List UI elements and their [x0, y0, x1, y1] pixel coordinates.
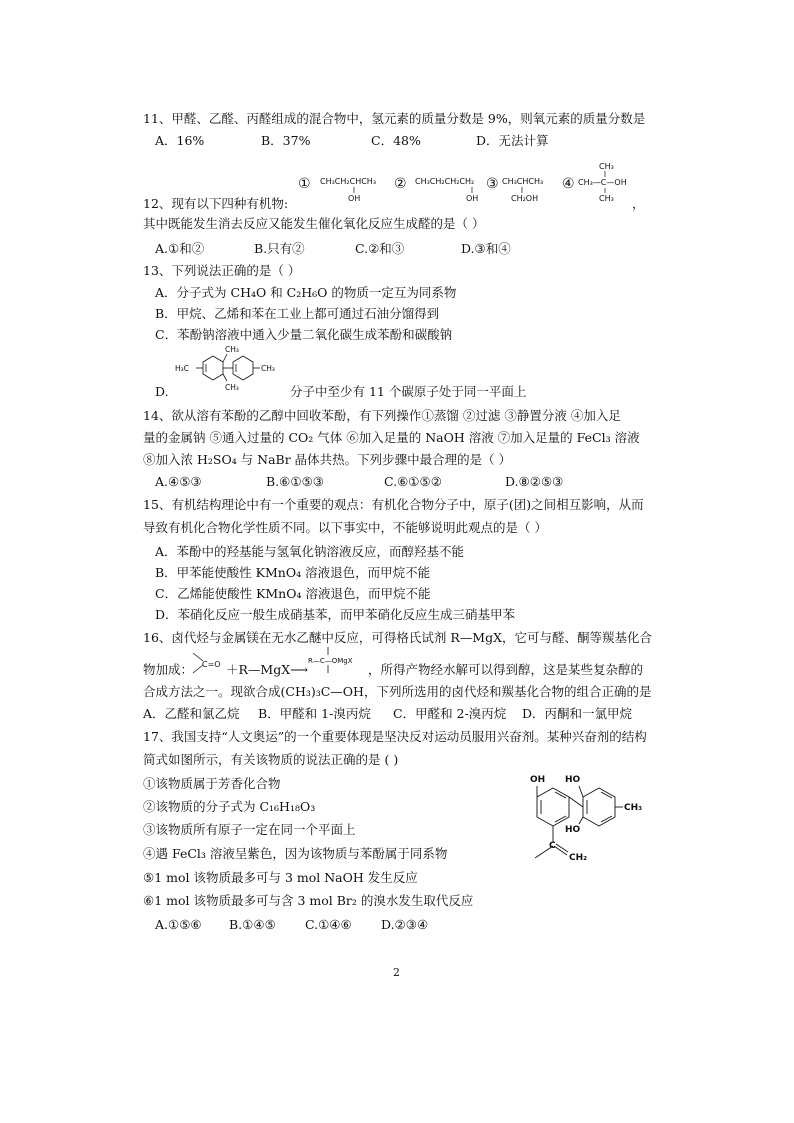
q12-struct-2-oh: OH [466, 194, 479, 203]
q17-line-1: 17、我国支持“人文奥运”的一个重要体现是坚决反对运动员服用兴奋剂。某种兴奋剂的结构 [143, 729, 647, 744]
q17-line-2: 简式如图所示，有关该物质的说法正确的是 ( ) [143, 752, 399, 767]
q16-line-2b: ，所得产物经水解可以得到醇，这是某些复杂醇的 [368, 662, 644, 677]
q14-option-b: B.⑥①⑤③ [266, 474, 324, 489]
q17-item-6: ⑥1 mol 该物质最多可与含 3 mol Br₂ 的溴水发生取代反应 [143, 893, 474, 908]
q16-line-1: 16、卤代烃与金属镁在无水乙醚中反应，可得格氏试剂 R—MgX，它可与醛、酮等羰基化合 [143, 630, 652, 645]
q12-stem-b: 其中既能发生消去反应又能发生催化氧化反应生成醛的是（ ） [143, 216, 485, 231]
q16-option-d: D．丙酮和一氯甲烷 [522, 706, 633, 721]
q15-option-d: D．苯硝化反应一般生成硝基苯，而甲苯硝化反应生成三硝基甲苯 [155, 607, 516, 622]
page-number: 2 [393, 966, 400, 979]
q11-stem: 11、甲醛、乙醛、丙醛组成的混合物中，氢元素的质量分数是 9%，则氧元素的质量分数是 [143, 111, 646, 126]
q16-line-3: 合成方法之一。现欲合成(CH₃)₃C—OH，下列所选用的卤代烃和羰基化合物的组合正确的是 [143, 684, 652, 699]
q12-struct-4-top: CH₃ [599, 162, 614, 171]
q17-item-3: ③该物质所有原子一定在同一个平面上 [143, 822, 356, 837]
q14-line-2: 量的金属钠 ⑤通入过量的 CO₂ 气体 ⑥加入足量的 NaOH 溶液 ⑦加入足量的 FeCl₃ 溶液 [143, 430, 640, 445]
q16-carbonyl-label: C=O [202, 660, 221, 669]
q16-option-c: C．甲醛和 2-溴丙烷 [393, 706, 507, 721]
q15-line-2: 导致有机化合物化学性质不同。以下事实中，不能够说明此观点的是（ ） [143, 520, 547, 535]
q13-h3c-label: H₃C [175, 364, 189, 373]
q16-option-a: A．乙醛和氯乙烷 [143, 706, 240, 721]
q12-struct-1-main: CH₃CH₂CHCH₃ [320, 177, 377, 186]
q16-option-b: B．甲醛和 1-溴丙烷 [258, 706, 371, 721]
q13-biphenyl-structure [172, 343, 284, 395]
q17-item-1: ①该物质属于芳香化合物 [143, 776, 281, 791]
q12-option-c: C.②和③ [355, 241, 405, 256]
q17-item-4: ④遇 FeCl₃ 溶液呈紫色，因为该物质与苯酚属于同系物 [143, 846, 448, 861]
q14-option-d: D.⑧②⑤③ [505, 474, 564, 489]
q17-ho-bottom-label: HO [565, 825, 581, 835]
q16-product-label: R—C—OMgX [308, 657, 353, 665]
q12-num-3: ③ [486, 176, 499, 192]
q14-option-c: C.⑥①⑤② [384, 474, 442, 489]
q12-num-1: ① [298, 176, 311, 192]
q13-option-d-label: D. [155, 384, 169, 399]
q12-struct-3-ch2oh: CH₂OH [511, 194, 539, 203]
q17-ch2-label: CH₂ [569, 853, 588, 863]
q14-line-1: 14、欲从溶有苯酚的乙醇中回收苯酚，有下列操作①蒸馏 ②过滤 ③静置分液 ④加入足 [143, 408, 621, 423]
q12-struct-2-main: CH₃CH₂CH₂CH₂ [415, 177, 475, 186]
q17-item-5: ⑤1 mol 该物质最多可与 3 mol NaOH 发生反应 [143, 870, 418, 885]
q13-ch3-bottom-label: CH₃ [225, 383, 239, 392]
q17-option-b: B.①④⑤ [229, 917, 276, 932]
q12-stem-a: 12、现有以下四种有机物: [143, 196, 289, 211]
q12-struct-4-mid: CH₃—C—OH [578, 178, 627, 187]
q12-comma: ， [632, 196, 645, 211]
q13-option-a: A．分子式为 CH₄O 和 C₂H₆O 的物质一定互为同系物 [155, 285, 457, 300]
q12-struct-1-oh: OH [348, 194, 361, 203]
q17-ch3-label: CH₃ [624, 803, 643, 813]
q13-option-d-text: 分子中至少有 11 个碳原子处于同一平面上 [290, 384, 527, 399]
q17-oh-label: OH [530, 775, 546, 785]
q11-option-b: B．37% [261, 133, 311, 148]
q17-c-label: C [549, 841, 556, 851]
q12-struct-3-main: CH₃CHCH₃ [502, 177, 544, 186]
q17-item-2: ②该物质的分子式为 C₁₆H₁₈O₃ [143, 799, 316, 814]
q15-option-b: B．甲苯能使酸性 KMnO₄ 溶液退色，而甲烷不能 [155, 565, 431, 580]
q11-option-c: C．48% [371, 133, 421, 148]
q17-option-a: A.①⑤⑥ [155, 917, 202, 932]
q16-product-structure [306, 645, 368, 683]
q13-option-c: C．苯酚钠溶液中通入少量二氧化碳生成苯酚和碳酸钠 [155, 327, 453, 342]
q14-option-a: A.④⑤③ [155, 474, 202, 489]
q17-stimulant-structure [505, 766, 665, 876]
q12-struct-4-bot: CH₃ [599, 194, 614, 203]
q14-line-3: ⑧加入浓 H₂SO₄ 与 NaBr 晶体共热。下列步骤中最合理的是（ ） [143, 452, 512, 467]
q13-stem: 13、下列说法正确的是（ ） [143, 263, 301, 278]
q12-option-a: A.①和② [155, 241, 205, 256]
q15-option-a: A．苯酚中的羟基能与氢氧化钠溶液反应，而醇羟基不能 [155, 544, 465, 559]
q16-line-2-mid: ＋R—MgX⟶ [226, 662, 309, 677]
q15-option-c: C．乙烯能使酸性 KMnO₄ 溶液退色，而甲烷不能 [155, 586, 431, 601]
q12-num-4: ④ [562, 176, 575, 192]
q12-option-b: B.只有② [254, 241, 305, 256]
q12-option-d: D.③和④ [461, 241, 511, 256]
q12-num-2: ② [394, 176, 407, 192]
q15-line-1: 15、有机结构理论中有一个重要的观点：有机化合物分子中，原子(团)之间相互影响，从而 [143, 497, 644, 512]
q17-ho-top-label: HO [565, 775, 581, 785]
q12-structures [290, 160, 650, 206]
q17-option-d: D.②③④ [381, 917, 429, 932]
q16-line-2a: 物加成： [143, 662, 194, 677]
q17-option-c: C.①④⑥ [305, 917, 352, 932]
q11-option-d: D．无法计算 [476, 133, 549, 148]
q13-ch3-top-label: CH₃ [225, 345, 239, 354]
q13-option-b: B．甲烷、乙烯和苯在工业上都可通过石油分馏得到 [155, 306, 440, 321]
q11-option-a: A．16% [155, 133, 205, 148]
q13-ch3-right-label: CH₃ [261, 364, 275, 373]
